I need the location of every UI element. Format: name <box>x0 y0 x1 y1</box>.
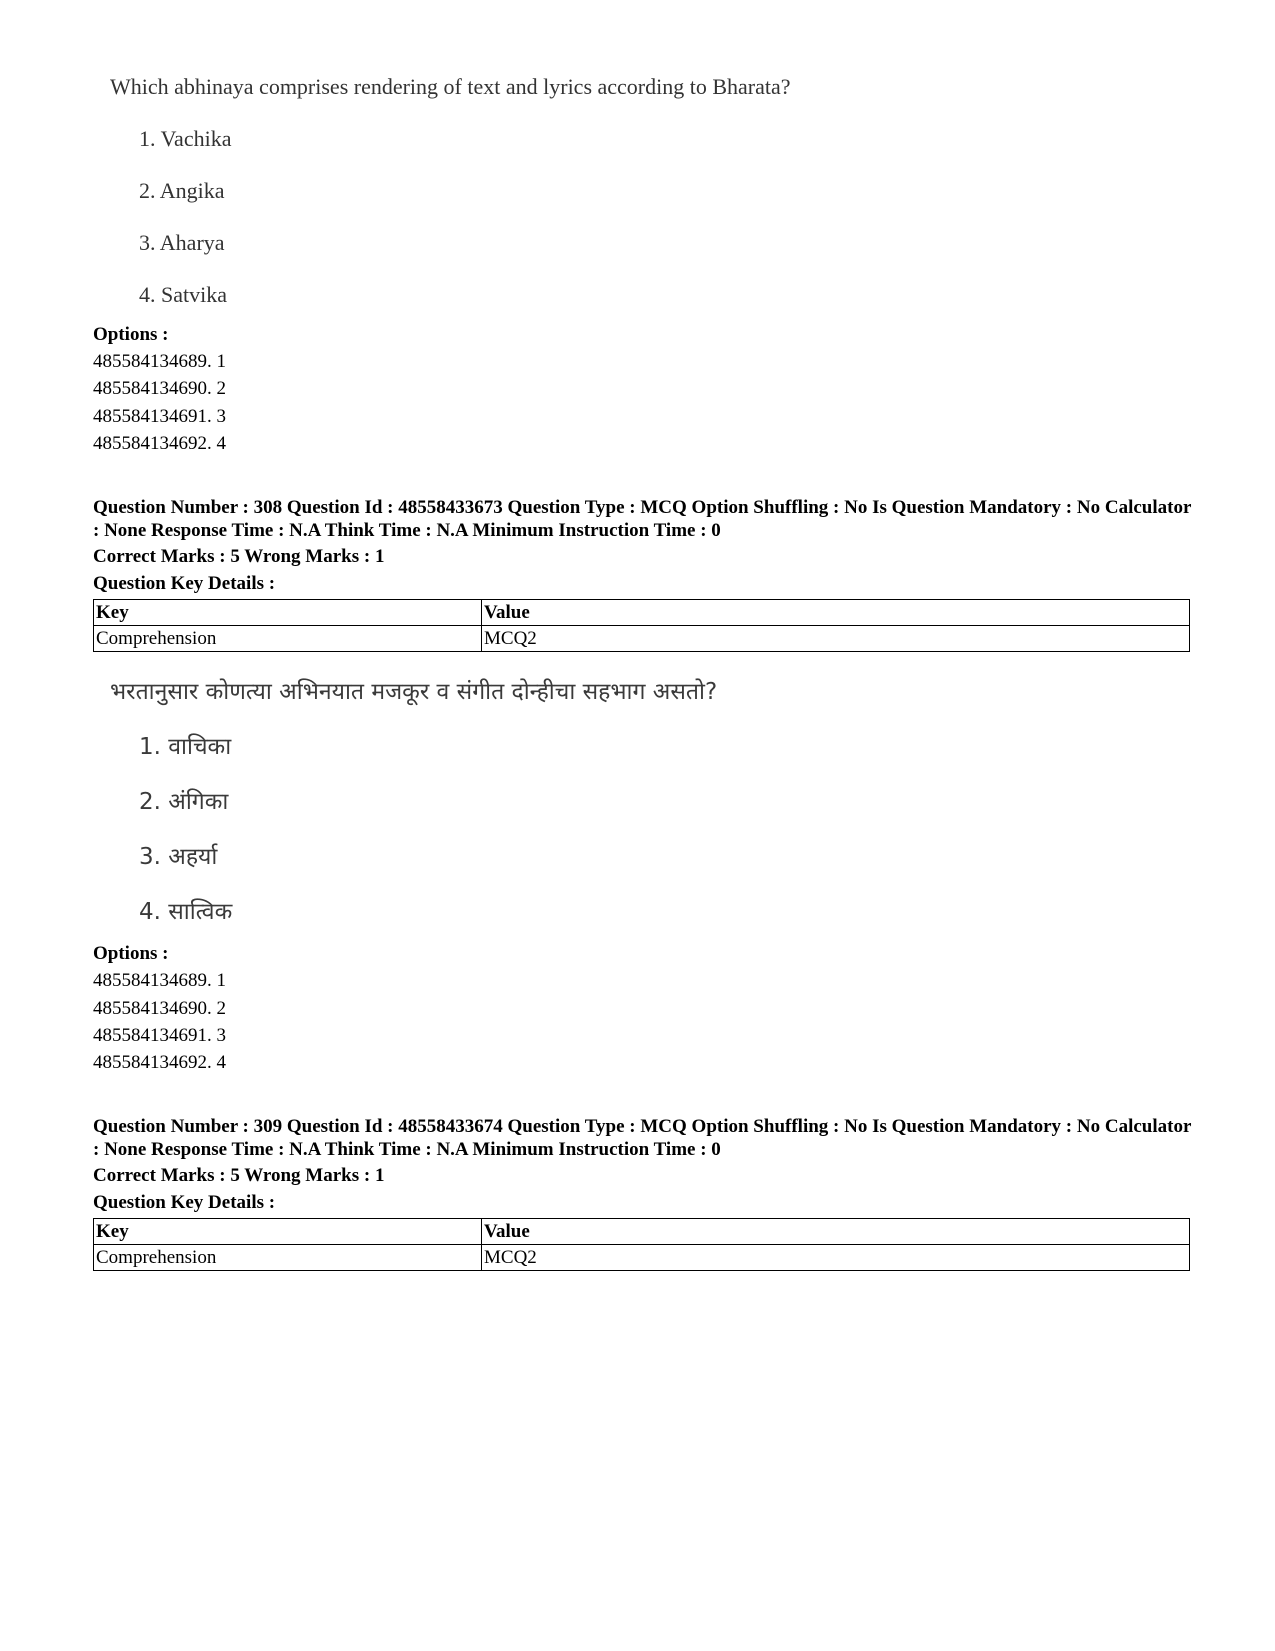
option-id-line: 485584134690. 2 <box>93 998 226 1019</box>
marks-line: Correct Marks : 5 Wrong Marks : 1 <box>93 546 385 567</box>
option-id-line: 485584134689. 1 <box>93 970 226 991</box>
option-id-line: 485584134691. 3 <box>93 406 226 427</box>
option-id-line: 485584134689. 1 <box>93 351 226 372</box>
table-header-row <box>94 600 1190 626</box>
table-cell-value: MCQ2 <box>482 1245 1190 1271</box>
table-header-row <box>94 1219 1190 1245</box>
key-details-label: Question Key Details : <box>93 1192 276 1213</box>
table-header-value: Value <box>482 1219 1190 1245</box>
table-header-key: Key <box>94 600 482 626</box>
question-option: 2. अंगिका <box>139 789 229 815</box>
key-details-label: Question Key Details : <box>93 573 276 594</box>
question-option: 1. वाचिका <box>139 734 232 760</box>
question-option: 4. Satvika <box>139 282 227 307</box>
marks-line: Correct Marks : 5 Wrong Marks : 1 <box>93 1165 385 1186</box>
table-row <box>94 1245 1190 1271</box>
option-id-line: 485584134692. 4 <box>93 433 226 454</box>
question-text: भरतानुसार कोणत्या अभिनयात मजकूर व संगीत दोन्हीचा सहभाग असतो? <box>110 679 718 705</box>
question-option: 3. अहर्या <box>139 844 218 870</box>
options-label: Options : <box>93 324 169 345</box>
table-header-value: Value <box>482 600 1190 626</box>
option-id-line: 485584134692. 4 <box>93 1052 226 1073</box>
question-meta: Question Number : 309 Question Id : 48558433674 Question Type : MCQ Option Shuffling : No Is Question Mandatory : No Calculator : None Response Time : N.A Think Time : N.A Minimum Instruction Time : 0 <box>93 1116 1192 1160</box>
table-cell-value: MCQ2 <box>482 626 1190 652</box>
table-cell-key: Comprehension <box>94 1245 482 1271</box>
table-header-key: Key <box>94 1219 482 1245</box>
question-option: 3. Aharya <box>139 230 225 255</box>
table-row <box>94 626 1190 652</box>
options-label: Options : <box>93 943 169 964</box>
question-option: 1. Vachika <box>139 126 232 151</box>
option-id-line: 485584134690. 2 <box>93 378 226 399</box>
question-text: Which abhinaya comprises rendering of text and lyrics according to Bharata? <box>110 74 791 99</box>
option-id-line: 485584134691. 3 <box>93 1025 226 1046</box>
question-option: 2. Angika <box>139 178 225 203</box>
question-meta: Question Number : 308 Question Id : 48558433673 Question Type : MCQ Option Shuffling : No Is Question Mandatory : No Calculator : None Response Time : N.A Think Time : N.A Minimum Instruction Time : 0 <box>93 497 1192 541</box>
key-details-table <box>93 1218 1190 1271</box>
key-details-table <box>93 599 1190 652</box>
question-option: 4. सात्विक <box>139 899 233 925</box>
table-cell-key: Comprehension <box>94 626 482 652</box>
